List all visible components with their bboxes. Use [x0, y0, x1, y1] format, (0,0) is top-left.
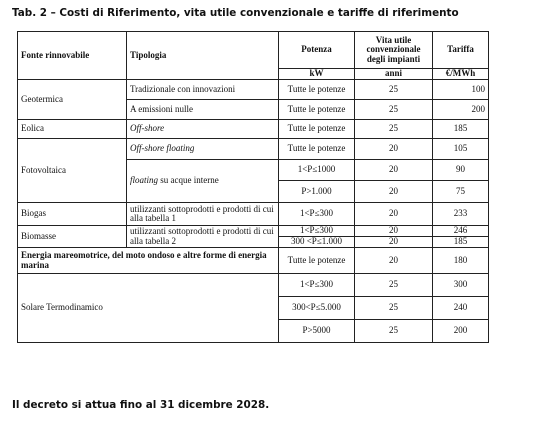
cell-tipologia: utilizzanti sottoprodotti e prodotti di cui alla tabella 1 — [127, 203, 279, 226]
cell-tariffa: 200 — [433, 320, 489, 343]
footer-note: Il decreto si attua fino al 31 dicembre 2028. — [12, 399, 270, 411]
cell-vita: 25 — [355, 297, 433, 320]
header-row — [18, 32, 489, 69]
cell-tariffa: 200 — [433, 100, 489, 120]
cell-fonte-solare-termodinamico: Solare Termodinamico — [18, 274, 279, 343]
tipologia-rest: su acque interne — [158, 175, 219, 186]
header-potenza: Potenza — [279, 32, 355, 69]
cell-vita: 25 — [355, 120, 433, 139]
cell-fonte-biomasse: Biomasse — [18, 226, 127, 248]
cell-tariffa: 233 — [433, 203, 489, 226]
header-vita-unit: anni — [355, 69, 433, 80]
cell-tariffa: 180 — [433, 248, 489, 274]
cell-vita: 20 — [355, 248, 433, 274]
cell-potenza: 300<P≤5.000 — [279, 297, 355, 320]
header-vita: Vita utile convenzionale degli impianti — [355, 32, 433, 69]
table-row — [18, 203, 489, 226]
cell-tariffa: 240 — [433, 297, 489, 320]
cell-vita: 25 — [355, 80, 433, 100]
cell-vita: 25 — [355, 320, 433, 343]
table-row — [18, 248, 489, 274]
table-row — [18, 120, 489, 139]
table-caption: Tab. 2 – Costi di Riferimento, vita utile convenzionale e tariffe di riferimento — [12, 7, 459, 19]
cell-tipologia: A emissioni nulle — [127, 100, 279, 120]
cell-potenza: 1<P≤300 — [279, 226, 355, 237]
cell-tariffa: 300 — [433, 274, 489, 297]
cell-vita: 25 — [355, 100, 433, 120]
cell-tipologia: Tradizionale con innovazioni — [127, 80, 279, 100]
cell-tipologia — [127, 160, 279, 203]
cell-potenza: Tutte le potenze — [279, 120, 355, 139]
cell-vita: 20 — [355, 203, 433, 226]
table-row — [18, 226, 489, 237]
cell-potenza: Tutte le potenze — [279, 80, 355, 100]
cell-fonte-fotovoltaica: Fotovoltaica — [18, 139, 127, 203]
cell-tariffa: 90 — [433, 160, 489, 181]
cell-tariffa: 105 — [433, 139, 489, 160]
cell-potenza: P>5000 — [279, 320, 355, 343]
cell-potenza: 1<P≤300 — [279, 274, 355, 297]
cell-tipologia: Off-shore — [127, 120, 279, 139]
cell-vita: 20 — [355, 181, 433, 203]
table-row — [18, 80, 489, 100]
header-fonte: Fonte rinnovabile — [18, 32, 127, 80]
cell-tariffa: 75 — [433, 181, 489, 203]
tariffe-table — [17, 31, 489, 343]
header-potenza-unit: kW — [279, 69, 355, 80]
table-row — [18, 274, 489, 297]
cell-potenza: Tutte le potenze — [279, 100, 355, 120]
cell-potenza: 300 <P≤1.000 — [279, 237, 355, 248]
cell-tariffa: 185 — [433, 237, 489, 248]
cell-tipologia: Off-shore floating — [127, 139, 279, 160]
cell-potenza: Tutte le potenze — [279, 139, 355, 160]
cell-tipologia: utilizzanti sottoprodotti e prodotti di cui alla tabella 2 — [127, 226, 279, 248]
cell-vita: 25 — [355, 274, 433, 297]
cell-fonte-eolica: Eolica — [18, 120, 127, 139]
header-tipologia: Tipologia — [127, 32, 279, 80]
cell-tariffa: 100 — [433, 80, 489, 100]
header-tariffa-unit: €/MWh — [433, 69, 489, 80]
cell-tariffa: 185 — [433, 120, 489, 139]
cell-vita: 20 — [355, 139, 433, 160]
cell-tariffa: 246 — [433, 226, 489, 237]
cell-fonte-biogas: Biogas — [18, 203, 127, 226]
header-tariffa: Tariffa — [433, 32, 489, 69]
table-row — [18, 139, 489, 160]
cell-potenza: Tutte le potenze — [279, 248, 355, 274]
tipologia-italic: floating — [130, 175, 159, 186]
cell-vita: 20 — [355, 237, 433, 248]
cell-fonte-geotermica: Geotermica — [18, 80, 127, 120]
cell-vita: 20 — [355, 226, 433, 237]
cell-potenza: P>1.000 — [279, 181, 355, 203]
cell-vita: 20 — [355, 160, 433, 181]
cell-fonte-energia-marina: Energia mareomotrice, del moto ondoso e altre forme di energia marina — [18, 248, 279, 274]
cell-potenza: 1<P≤300 — [279, 203, 355, 226]
cell-potenza: 1<P≤1000 — [279, 160, 355, 181]
